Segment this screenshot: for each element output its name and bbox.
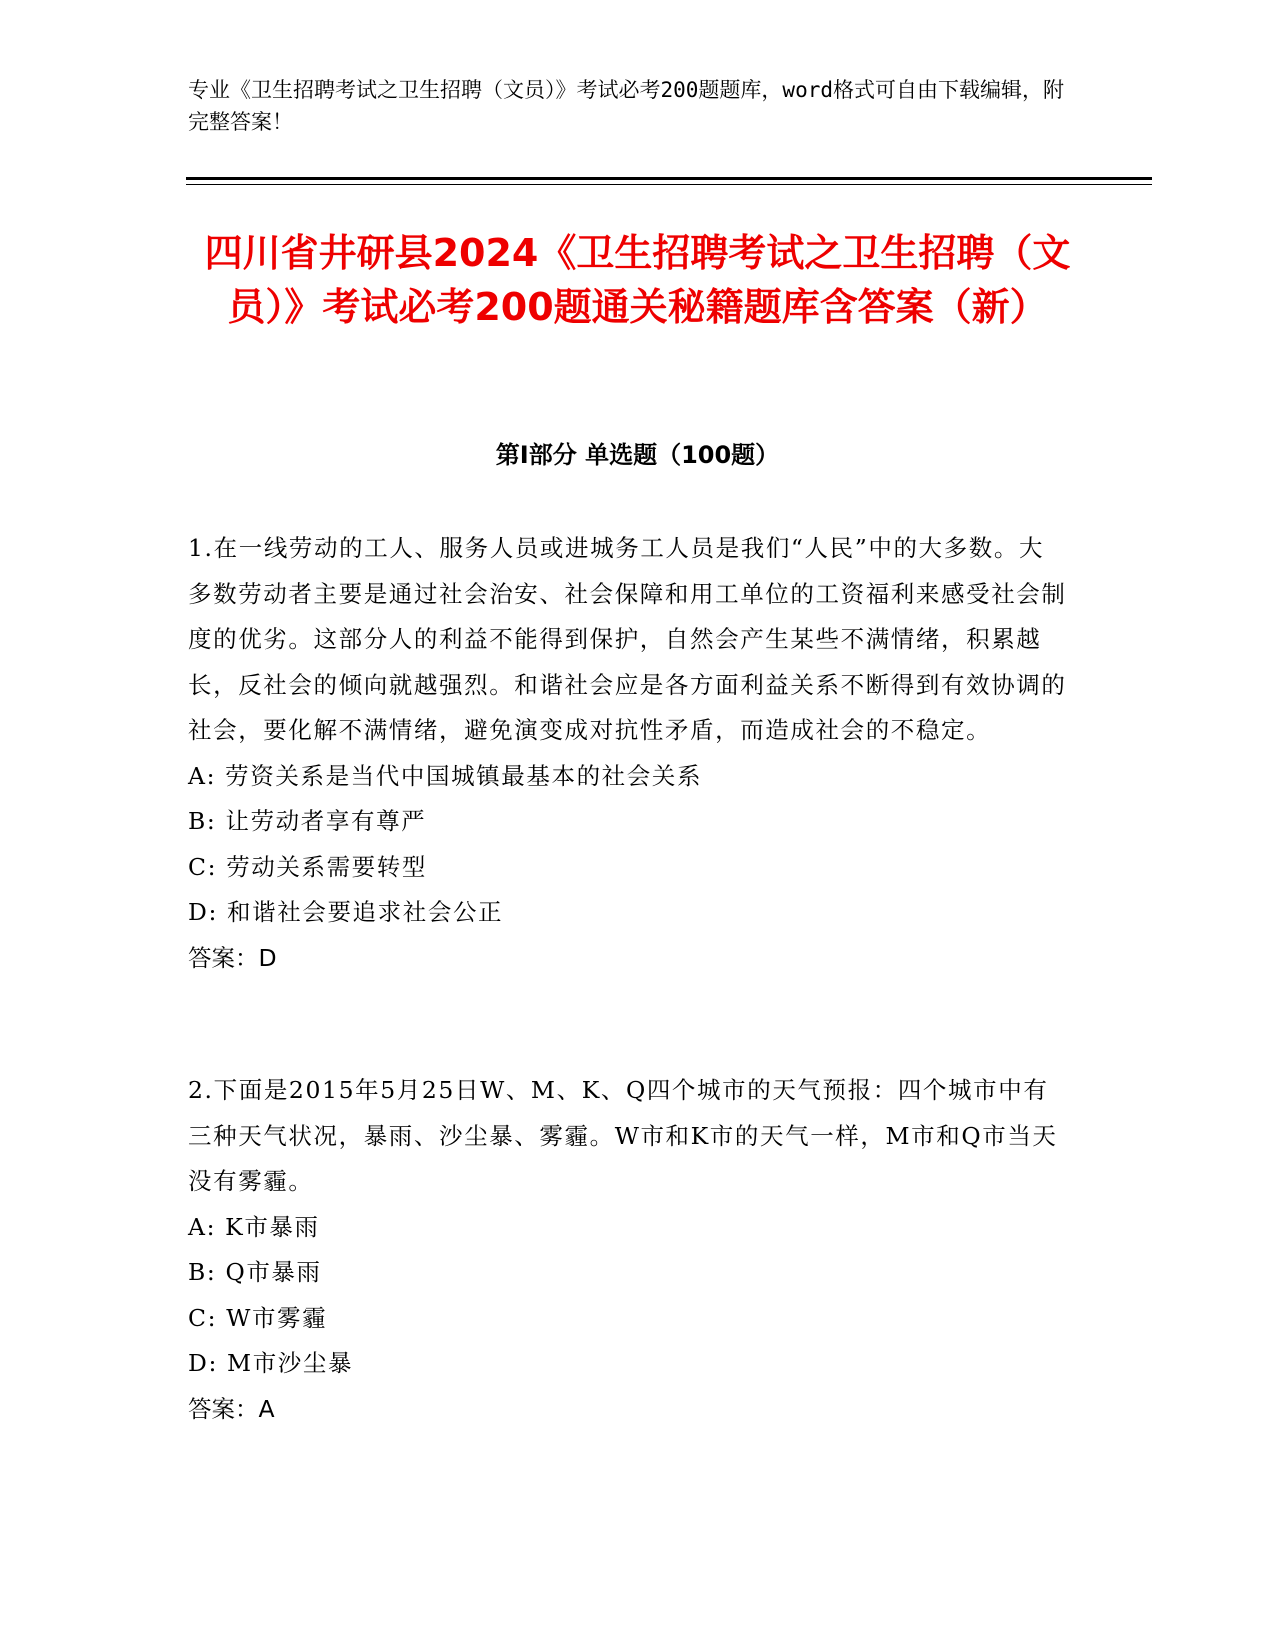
option-key: D: [188, 898, 218, 926]
option-b [188, 799, 1068, 845]
option-text: 劳资关系是当代中国城镇最基本的社会关系 [225, 761, 703, 790]
option-text: K市暴雨 [225, 1212, 320, 1241]
answer: 答案：D [188, 943, 277, 972]
option-key: C: [188, 852, 218, 881]
option-d [188, 1341, 1068, 1387]
question-stem: 2.下面是2015年5月25日W、M、K、Q四个城市的天气预报：四个城市中有三种天气状况，暴雨、沙尘暴、雾霾。W市和K市的天气一样，M市和Q市当天没有雾霾。 [188, 1076, 1058, 1195]
option-text: 劳动关系需要转型 [226, 852, 427, 881]
answer: 答案：A [188, 1394, 275, 1423]
document-title: 四川省井研县2024《卫生招聘考试之卫生招聘（文员）》考试必考200题通关秘籍题库含答案（新） [204, 231, 1071, 329]
option-key: A: [188, 761, 217, 790]
question-stem: 1.在一线劳动的工人、服务人员或进城务工人员是我们“人民”中的大多数。大多数劳动者主要是通过社会治安、社会保障和用工单位的工资福利来感受社会制度的优劣。这部分人的利益不能得到保护，自然会产生某些不满情绪，积累越长，反社会的倾向就越强烈。和谐社会应是各方面利益关系不断得到有效协调的社会，要化解不满情绪，避免演变成对抗性矛盾，而造成社会的不稳定。 [188, 534, 1067, 744]
option-a [188, 1205, 1068, 1251]
question-1 [188, 526, 1068, 981]
option-a [188, 754, 1068, 800]
option-text: M市沙尘暴 [227, 1349, 354, 1377]
section-heading: 第I部分 单选题（100题） [495, 441, 780, 469]
option-key: C: [188, 1303, 218, 1332]
option-key: A: [188, 1212, 217, 1241]
option-b [188, 1250, 1068, 1296]
option-text: 让劳动者享有尊严 [225, 807, 427, 835]
option-c [188, 845, 1068, 891]
option-c [188, 1296, 1068, 1342]
option-text: W市雾霾 [226, 1303, 328, 1332]
option-key: B: [188, 807, 217, 835]
header-rule-thick [186, 177, 1152, 180]
question-2 [188, 1068, 1068, 1432]
option-d [188, 890, 1068, 936]
option-text: 和谐社会要追求社会公正 [227, 898, 504, 926]
option-key: D: [188, 1349, 218, 1377]
option-text: Q市暴雨 [225, 1258, 322, 1286]
header-note: 专业《卫生招聘考试之卫生招聘（文员）》考试必考200题题库，word格式可自由下载编辑，附完整答案！ [188, 78, 1064, 134]
option-key: B: [188, 1258, 217, 1286]
header-rule-thin [186, 184, 1152, 185]
